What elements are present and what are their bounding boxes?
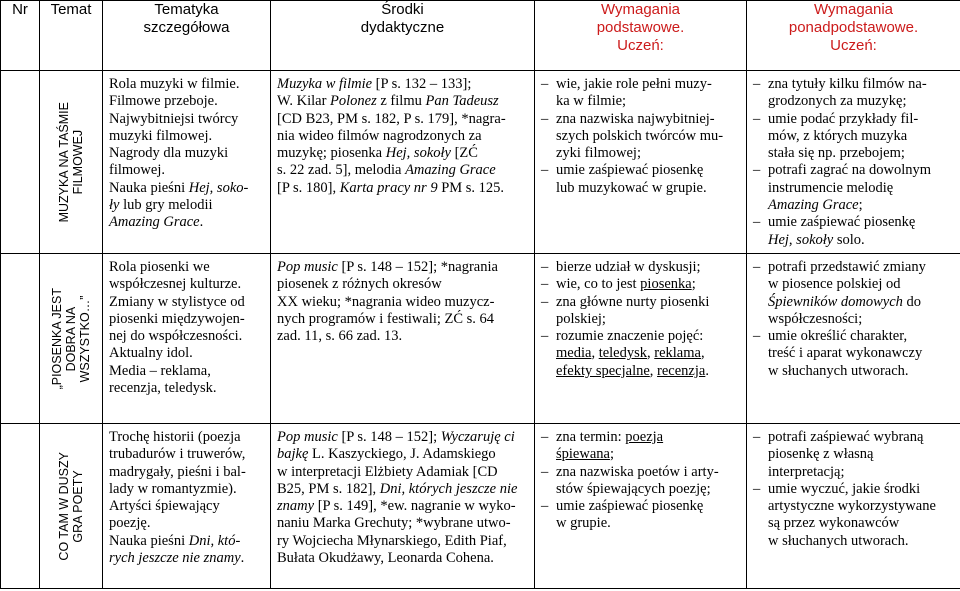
text-line: naniu Marka Grechuty; *wybrane utwo- [277,515,511,532]
bullet-line [541,429,740,446]
work-title: Śpiewników domowych [768,293,903,310]
row-number-cell [1,71,40,254]
text-span: , [647,345,655,362]
text-span: ; [691,276,696,293]
text-line: współczesnej kulturze. [109,276,242,293]
text-line [277,93,528,110]
text-line: Bułata Okudżawy, Leonarda Cohena. [277,550,494,567]
bullet-line [541,276,740,293]
text-line: trubadurów i truwerów, [109,446,246,463]
term: reklama [654,345,701,362]
text-span: s. 22 zad. 5], melodia [277,162,406,179]
song-title: Dni, któ- [188,532,241,549]
basic-requirements-cell [535,253,747,423]
text-line: recenzja, teledysk. [109,380,217,397]
bullet-line: – umie określić charakter, [753,328,954,345]
text-span: [P s. 148 – 152]; [337,428,441,445]
song-title: Hej, sokoły [385,145,451,162]
text-line: instrumencie melodię [768,179,894,196]
song-title: znamy [277,498,315,515]
text-line: są przez wykonawców [768,515,900,532]
text-line [277,259,528,276]
detail-cell [103,253,271,423]
header-row [1,1,960,71]
text-line [109,550,264,567]
bullet-line: – umie zaśpiewać piosenkę [541,162,740,179]
text-line [109,180,264,197]
basic-requirements-cell [535,71,747,254]
header-tematyka-line: szczegółowa [143,19,230,36]
text-span: do [902,293,922,310]
text-span: wie, co to jest [556,276,641,293]
text-span: , [649,362,658,379]
text-line: Filmowe przeboje. [109,93,218,110]
topic-cell [40,253,103,423]
row-number-cell [1,253,40,423]
text-line: piosenkę z własną [768,446,874,463]
advanced-requirements-cell [747,423,960,588]
text-line: współczesności; [768,310,863,327]
header-ponad-line: Wymagania [813,1,894,18]
text-span: B25, PM s. 182], [277,480,380,497]
song-title: rych jeszcze nie znamy [109,550,241,567]
text-line: muzyki filmowej. [109,127,213,144]
bullet-line: – zna nazwiska poetów i arty- [541,464,740,481]
bullet-line: – zna tytuły kilku filmów na- [753,76,954,93]
text-line: ry Wojciecha Młynarskiego, Edith Piaf, [277,532,507,549]
text-line: [CD B23, PM s. 182, P s. 179], *nagra- [277,110,506,127]
header-podst-line: Uczeń: [617,37,664,54]
text-line [277,180,528,197]
text-line: szych polskich twórców mu- [556,127,724,144]
bullet-line: – potrafi przedstawić zmiany [753,259,954,276]
song-title: Dni, których jeszcze nie [379,480,518,497]
text-line: grodzonych za muzykę; [768,93,907,110]
text-span: Nauka pieśni [109,179,189,196]
text-span: L. Kaszyckiego, J. Adamskiego [308,446,496,463]
row-number-cell [1,423,40,588]
text-line [277,162,528,179]
text-line: piosenki międzywojen- [109,310,245,327]
text-line: stów śpiewających poezję; [556,480,711,497]
text-line: piosenek z różnych okresów [277,276,442,293]
text-line: artystyczne wykorzystywane [768,498,936,515]
song-title: Wyczaruję ci [440,428,515,445]
text-line [541,345,740,362]
bullet-line: – umie podać przykłady fil- [753,111,954,128]
header-temat: Temat [40,1,103,71]
song-title: Hej, sokoły [768,231,834,248]
text-line: treść i aparat wykonawczy [768,345,923,362]
term: teledysk [598,345,648,362]
text-line: nej do współczesności. [109,328,243,345]
advanced-requirements-cell [747,71,960,254]
text-span: , [591,345,599,362]
text-line: Aktualny idol. [109,345,193,362]
text-line: Nagrody dla muzyki [109,145,229,162]
text-line: ka w filmie; [556,93,627,110]
detail-cell [103,71,271,254]
text-span: [ZĆ [450,145,478,162]
text-span: ; [858,197,863,214]
text-line: Rola piosenki we [109,258,210,275]
text-span: z filmu [376,93,426,110]
text-span: ; [609,446,614,463]
text-line [277,145,528,162]
song-title: bajkę [277,446,309,463]
header-tematyka [103,1,271,71]
text-line: polskiej; [556,310,606,327]
topic-cell [40,423,103,588]
text-line [109,533,264,550]
bullet-line: – rozumie znaczenie pojęć: [541,328,740,345]
text-line: Rola muzyki w filmie. [109,76,240,92]
text-line: Najwybitniejsi twórcy [109,110,239,127]
text-line: madrygały, pieśni i bal- [109,463,246,480]
table-row [1,71,960,254]
bullet-line: – wie, jakie role pełni muzy- [541,76,740,93]
term: recenzja [657,362,706,379]
text-line [277,429,528,446]
table-row [1,253,960,423]
song-title: Amazing Grace [405,162,496,179]
text-line: XX wieku; *nagrania wideo muzycz- [277,293,495,310]
bullet-line: – potrafi zagrać na dowolnym [753,162,954,179]
text-span: W. Kilar [277,93,331,110]
text-line [277,498,528,515]
bullet-line: – umie wyczuć, jakie środki [753,481,954,498]
header-ponad-line: Uczeń: [830,37,877,54]
text-line [753,232,954,249]
text-line: nych programów i festiwali; ZĆ s. 64 [277,310,495,327]
text-span: . [240,550,245,567]
text-line: lub muzykować w grupie. [556,179,707,196]
text-line: zyki filmowej; [556,145,641,162]
header-srodki-line: dydaktyczne [360,19,445,36]
header-srodki-line: Środki [381,1,424,18]
text-line: w słuchanych utworach. [768,362,909,379]
text-line [109,214,264,231]
text-span: [P s. 132 – 133]; [372,76,472,92]
header-ponad-line: ponadpodstawowe. [788,19,919,36]
header-wymagania-ponadpodstawowe [747,1,960,71]
text-line: w grupie. [556,515,611,532]
term: efekty specjalne [556,362,650,379]
header-tematyka-line: Tematyka [154,1,219,18]
topic-cell [40,71,103,254]
term: śpiewana [556,446,610,463]
text-line [753,197,954,214]
resources-cell [271,71,535,254]
text-line [109,197,264,214]
text-line: filmowej. [109,162,165,179]
text-line: mów, z których muzyka [768,127,908,144]
term: poezja [625,428,664,445]
text-span: Nauka pieśni [109,532,189,549]
topic-label: CO TAM W DUSZY GRA POETY [57,451,85,561]
term: media [556,345,592,362]
text-line [753,294,954,311]
text-span: zna termin: [556,428,626,445]
bullet-line: – potrafi zaśpiewać wybraną [753,429,954,446]
book-title: Muzyka w filmie [277,76,373,92]
text-span: [P s. 149], *ew. nagranie w wyko- [314,498,516,515]
header-srodki [271,1,535,71]
header-podst-line: podstawowe. [596,19,685,36]
text-line: Media – reklama, [109,362,211,379]
work-title: Polonez [330,93,377,110]
text-line: lady w romantyzmie). [109,480,237,497]
text-line: poezję. [109,515,151,532]
bullet-line: – umie zaśpiewać piosenkę [541,498,740,515]
text-span: [P s. 180], [277,179,340,196]
text-line: Trochę historii (poezja [109,428,241,445]
text-line: nia wideo filmów nagrodzonych za [277,127,482,144]
text-line [277,446,528,463]
text-line: Artyści śpiewający [109,498,220,515]
text-line [541,446,740,463]
text-span: . [705,362,709,379]
work-title: Pan Tadeusz [425,93,499,110]
detail-cell [103,423,271,588]
resources-cell [271,253,535,423]
topic-label: „PIOSENKA JEST DOBRA NA WSZYSTKO…” [50,287,92,390]
text-span: lub gry melodii [119,197,213,214]
song-title: Hej, soko- [188,179,249,196]
text-line [277,481,528,498]
header-podst-line: Wymagania [600,1,681,18]
text-span: solo. [833,231,865,248]
text-span: PM s. 125. [437,179,505,196]
text-line: w interpretacji Elżbiety Adamiak [CD [277,463,498,480]
advanced-requirements-cell [747,253,960,423]
bullet-line: – zna główne nurty piosenki [541,294,740,311]
worksheet-title: Karta pracy nr 9 [339,179,438,196]
header-nr: Nr [1,1,40,71]
text-line: interpretacją; [768,463,845,480]
text-line: w słuchanych utworach. [768,532,909,549]
bullet-line: – zna nazwiska najwybitniej- [541,111,740,128]
song-title: Amazing Grace [768,197,859,214]
basic-requirements-cell [535,423,747,588]
text-line: w piosence polskiej od [768,276,901,293]
song-title: ły [109,197,120,214]
text-span: [P s. 148 – 152]; *nagrania [337,258,498,275]
text-span: muzykę; piosenka [277,145,386,162]
text-span: . [199,214,204,231]
book-title: Pop music [277,428,338,445]
table-row [1,423,960,588]
text-span: , [700,345,705,362]
term: piosenka [640,276,692,293]
header-wymagania-podstawowe [535,1,747,71]
book-title: Pop music [277,258,338,275]
text-line: zad. 11, s. 66 zad. 13. [277,328,403,345]
topic-label: MUZYKA NA TAŚMIE FILMOWEJ [57,101,85,223]
text-line: stała się np. przebojem; [768,145,905,162]
resources-cell [271,423,535,588]
song-title: Amazing Grace [109,214,200,231]
text-line [277,76,528,93]
text-line [541,363,740,380]
bullet-line: – umie zaśpiewać piosenkę [753,214,954,231]
bullet-line: – bierze udział w dyskusji; [541,259,740,276]
text-line: Zmiany w stylistyce od [109,293,245,310]
